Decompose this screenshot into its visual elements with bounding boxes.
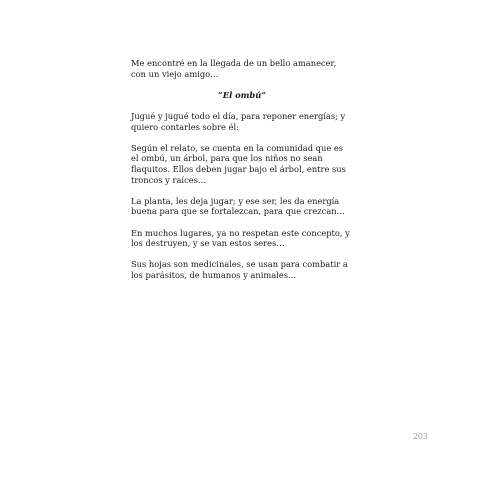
paragraph-3 <box>131 196 353 217</box>
text-line: los parásitos, de humanos y animales… <box>131 269 297 280</box>
intro-paragraph <box>131 58 353 79</box>
paragraph-2 <box>131 143 353 185</box>
paragraph-5 <box>131 259 353 280</box>
page-number: 203 <box>412 432 428 441</box>
poem-title: “El ombú” <box>217 89 267 100</box>
text-line: Me encontré en la llegada de un bello amanecer, <box>131 58 337 68</box>
paragraph-1 <box>131 111 353 132</box>
text-line: Sus hojas son medicinales, se usan para combatir a <box>131 259 348 270</box>
text-line: quiero contarles sobre él: <box>131 121 239 132</box>
text-line: los destruyen, y se van estos seres… <box>131 238 285 249</box>
text-line: buena para que se fortalezcan, para que crezcan… <box>131 206 345 217</box>
text-line: Jugué y jugué todo el día, para reponer energías; y <box>131 110 346 121</box>
text-line: La planta, les deja jugar; y ese ser, les da energía <box>131 195 340 206</box>
text-line: el ombú, un árbol, para que los niños no sean <box>131 153 323 164</box>
text-line: troncos y raíces… <box>131 174 207 185</box>
text-line: flaquitos. Ellos deben jugar bajo el árbol, entre sus <box>131 163 346 174</box>
paragraph-4 <box>131 228 353 249</box>
text-line: En muchos lugares, ya no respetan este concepto, y <box>131 227 350 238</box>
text-line: Según el relato, se cuenta en la comunidad que es <box>131 142 344 153</box>
body-text <box>131 58 353 280</box>
text-line: con un viejo amigo… <box>131 68 219 79</box>
